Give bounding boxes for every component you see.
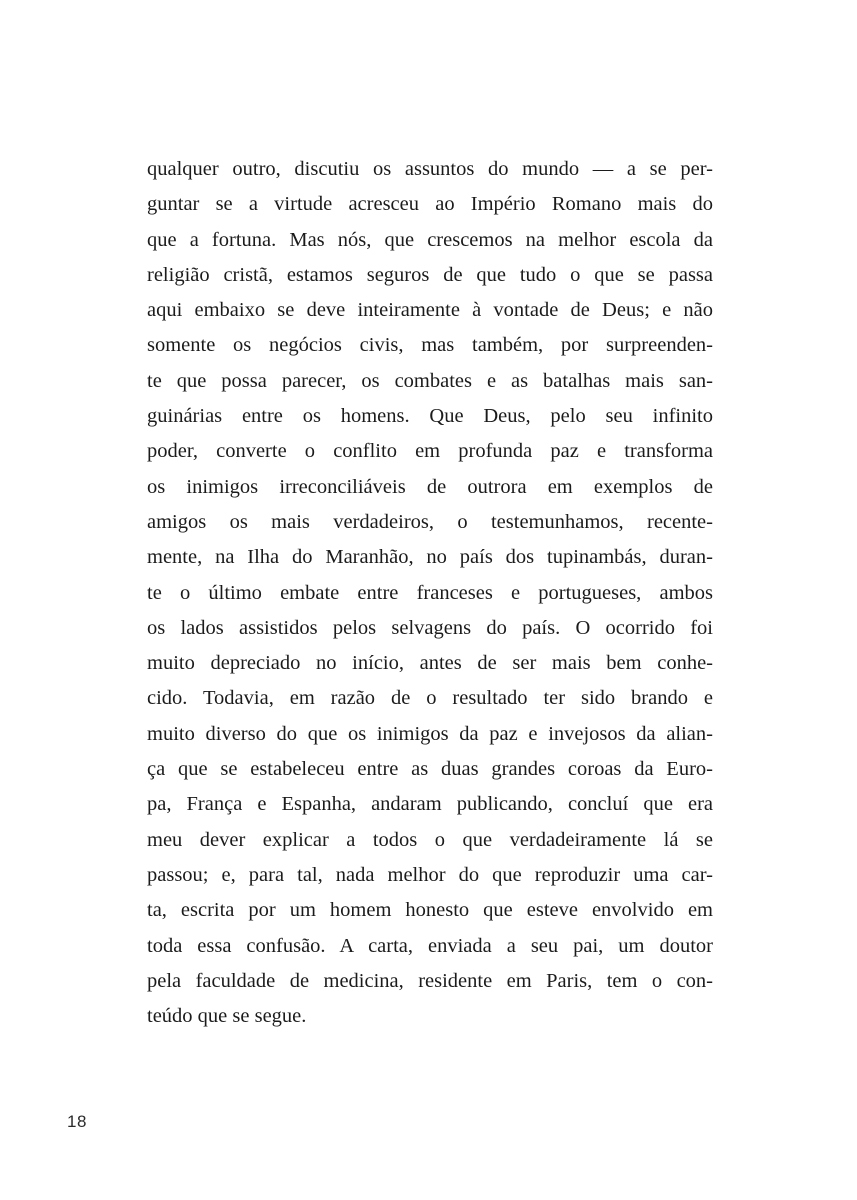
text-line: aqui embaixo se deve inteiramente à vontade de Deus; e não (147, 299, 713, 322)
text-line: toda essa confusão. A carta, enviada a seu pai, um doutor (147, 934, 713, 957)
body-text-paragraph (147, 152, 713, 1034)
text-line: pela faculdade de medicina, residente em Paris, tem o con- (147, 969, 713, 992)
text-line: guntar se a virtude acresceu ao Império Romano mais do (147, 193, 713, 216)
text-line: pa, França e Espanha, andaram publicando, concluí que era (147, 793, 713, 816)
text-line: meu dever explicar a todos o que verdadeiramente lá se (147, 828, 713, 851)
text-line: que a fortuna. Mas nós, que crescemos na melhor escola da (147, 228, 713, 251)
text-line: mente, na Ilha do Maranhão, no país dos tupinambás, duran- (147, 546, 713, 569)
text-line: ta, escrita por um homem honesto que esteve envolvido em (147, 899, 713, 922)
page-number: 18 (67, 1112, 87, 1131)
text-line: te que possa parecer, os combates e as batalhas mais san- (147, 369, 713, 392)
text-line: qualquer outro, discutiu os assuntos do mundo — a se per- (147, 158, 713, 180)
text-line: religião cristã, estamos seguros de que tudo o que se passa (147, 263, 713, 286)
text-line: somente os negócios civis, mas também, por surpreenden- (147, 334, 713, 357)
text-line: guinárias entre os homens. Que Deus, pelo seu infinito (147, 405, 713, 428)
text-line: teúdo que se segue. (147, 1005, 307, 1028)
text-line: passou; e, para tal, nada melhor do que reproduzir uma car- (147, 863, 713, 886)
text-line: muito depreciado no início, antes de ser mais bem conhe- (147, 652, 713, 675)
text-line: ça que se estabeleceu entre as duas grandes coroas da Euro- (147, 758, 713, 781)
text-line: te o último embate entre franceses e portugueses, ambos (147, 581, 713, 604)
text-line: poder, converte o conflito em profunda paz e transforma (147, 440, 713, 463)
text-line: os lados assistidos pelos selvagens do país. O ocorrido foi (147, 616, 713, 639)
text-line: amigos os mais verdadeiros, o testemunhamos, recente- (147, 510, 713, 533)
text-line: os inimigos irreconciliáveis de outrora em exemplos de (147, 475, 713, 498)
text-line: muito diverso do que os inimigos da paz e invejosos da alian- (147, 722, 713, 745)
text-line: cido. Todavia, em razão de o resultado ter sido brando e (147, 687, 713, 710)
